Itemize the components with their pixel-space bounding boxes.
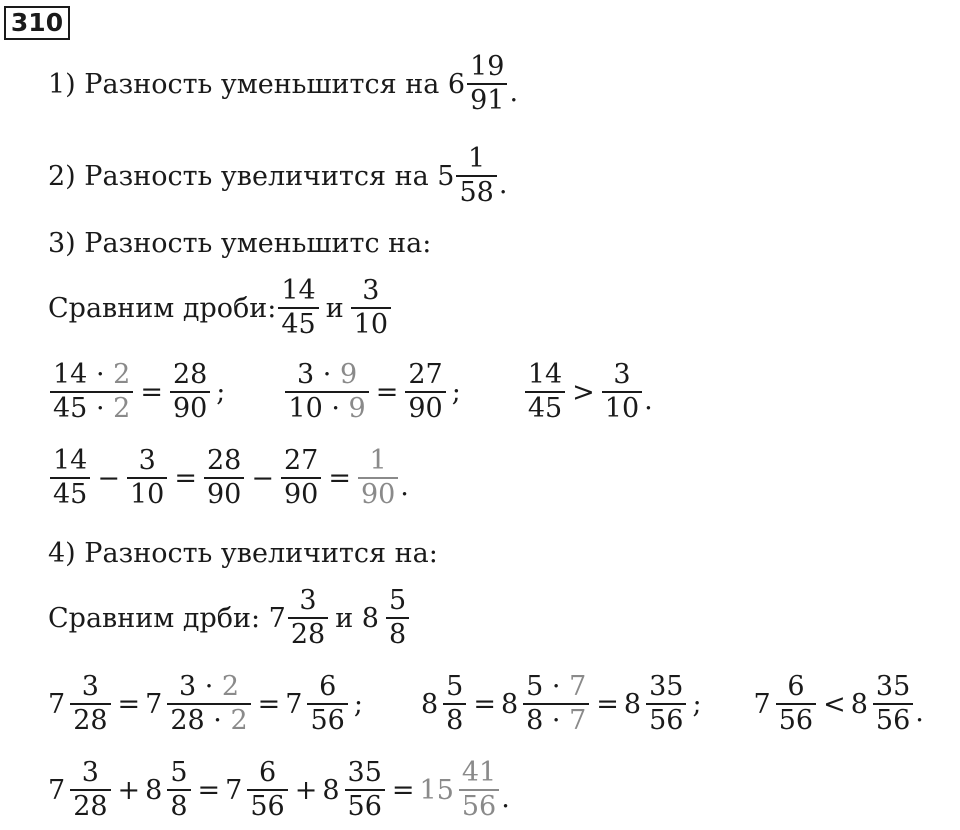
multiplier: 9 xyxy=(348,393,366,424)
fraction-5-8 xyxy=(386,586,409,650)
denominator: 28 xyxy=(70,703,110,736)
compare-fraction-b xyxy=(602,360,642,424)
calc-3 xyxy=(48,672,924,736)
numerator: 3 xyxy=(613,359,631,390)
fraction-28-90 xyxy=(204,446,244,510)
conjunction: и 8 xyxy=(335,602,379,634)
calc-4 xyxy=(48,758,510,822)
item-4 xyxy=(48,538,438,569)
equals-sign: = xyxy=(375,376,399,408)
fraction-5-8 xyxy=(443,672,466,736)
denominator: 56 xyxy=(307,703,347,736)
compare-2-label: Сравним дрби: 7 xyxy=(48,602,286,634)
fraction-3-28 xyxy=(70,672,110,736)
whole-part: 7 xyxy=(285,688,303,720)
denominator: 90 xyxy=(204,477,244,510)
equals-sign: = xyxy=(391,774,415,806)
fraction-6-56 xyxy=(307,672,347,736)
numerator: 28 xyxy=(172,359,208,390)
numerator: 6 xyxy=(787,671,805,702)
denominator: 45 xyxy=(50,477,90,510)
whole-part: 7 xyxy=(48,688,66,720)
numerator: 28 xyxy=(206,445,242,476)
item-2 xyxy=(48,144,507,208)
numerator: 1 xyxy=(369,445,387,476)
result-fraction xyxy=(459,758,499,822)
fraction-14-45 xyxy=(50,446,90,510)
item-2-text: 2) Разность увеличится на 5 xyxy=(48,160,455,192)
item-4-text: 4) Разность увеличится на: xyxy=(48,538,438,569)
factor: 3 · xyxy=(297,359,332,390)
item-3-text: 3) Разность уменьшитс на: xyxy=(48,228,432,259)
denominator: 56 xyxy=(776,703,816,736)
whole-part: 8 xyxy=(500,688,519,720)
numerator: 35 xyxy=(347,757,382,788)
equals-sign: = xyxy=(596,688,619,720)
fraction-14-45 xyxy=(278,276,318,340)
problem-number-badge: 310 xyxy=(4,6,70,40)
period: . xyxy=(501,783,510,814)
equals-sign: = xyxy=(174,462,197,494)
numerator: 6 xyxy=(258,757,277,788)
equals-sign: = xyxy=(140,376,163,408)
period: . xyxy=(498,169,508,200)
denominator: 56 xyxy=(459,789,499,822)
expanded-fraction-4 xyxy=(523,672,589,736)
numerator: 14 xyxy=(53,445,88,476)
result-whole-part: 15 xyxy=(419,774,454,806)
calc-1 xyxy=(48,360,653,424)
factor: 14 · xyxy=(53,359,105,390)
result-fraction-1 xyxy=(170,360,210,424)
period: . xyxy=(915,697,924,728)
denominator: 90 xyxy=(358,477,398,510)
numerator: 14 xyxy=(527,359,563,390)
period: . xyxy=(400,471,409,502)
factor: 8 · xyxy=(526,705,561,736)
item-1-fraction xyxy=(467,52,507,116)
denominator: 91 xyxy=(467,83,507,116)
denominator xyxy=(50,391,133,424)
denominator: 45 xyxy=(525,391,565,424)
denominator: 58 xyxy=(456,175,496,208)
whole-part: 7 xyxy=(145,688,163,720)
denominator: 8 xyxy=(443,703,466,736)
numerator: 5 xyxy=(170,757,188,788)
fraction-27-90 xyxy=(281,446,321,510)
fraction-35-56 xyxy=(646,672,686,736)
less-than-sign: < xyxy=(823,688,846,720)
numerator: 1 xyxy=(468,143,486,174)
numerator xyxy=(523,672,589,703)
semicolon: ; xyxy=(216,376,226,408)
factor: 45 · xyxy=(53,393,105,424)
equals-sign: = xyxy=(257,688,281,720)
numerator: 3 xyxy=(138,445,156,476)
fraction-35-56 xyxy=(345,758,385,822)
numerator: 5 xyxy=(388,585,407,616)
numerator: 3 xyxy=(299,585,317,616)
numerator: 27 xyxy=(408,359,443,390)
whole-part: 8 xyxy=(623,688,642,720)
denominator: 8 xyxy=(386,617,409,650)
whole-part: 8 xyxy=(322,774,340,806)
fraction-3-28 xyxy=(70,758,110,822)
numerator xyxy=(50,360,133,391)
semicolon: ; xyxy=(451,376,461,408)
item-2-fraction xyxy=(456,144,496,208)
numerator: 14 xyxy=(281,275,316,306)
plus-sign: + xyxy=(294,774,318,806)
numerator: 3 xyxy=(81,757,99,788)
factor: 28 · xyxy=(170,705,222,736)
factor: 10 · xyxy=(288,393,340,424)
whole-part: 7 xyxy=(225,774,243,806)
expanded-fraction-3 xyxy=(167,672,250,736)
compare-2 xyxy=(48,586,411,650)
factor: 5 · xyxy=(526,671,561,702)
numerator: 35 xyxy=(649,671,684,702)
denominator: 90 xyxy=(405,391,445,424)
multiplier: 2 xyxy=(113,359,131,390)
plus-sign: + xyxy=(117,774,141,806)
minus-sign: − xyxy=(251,462,274,494)
numerator xyxy=(176,672,242,703)
denominator: 10 xyxy=(127,477,167,510)
fraction-3-10 xyxy=(351,276,391,340)
denominator: 8 xyxy=(167,789,190,822)
item-1-text: 1) Разность уменьшится на 6 xyxy=(48,68,466,100)
multiplier: 2 xyxy=(230,705,248,736)
numerator: 27 xyxy=(283,445,319,476)
equals-sign: = xyxy=(197,774,221,806)
denominator: 56 xyxy=(345,789,385,822)
compare-1-label: Сравним дроби: xyxy=(48,292,277,324)
denominator: 28 xyxy=(288,617,328,650)
greater-than-sign: > xyxy=(572,376,595,408)
whole-part: 8 xyxy=(850,688,868,720)
result-fraction xyxy=(358,446,398,510)
denominator: 10 xyxy=(351,307,391,340)
numerator: 3 xyxy=(362,275,380,306)
whole-part: 8 xyxy=(420,688,439,720)
denominator: 56 xyxy=(247,789,287,822)
semicolon: ; xyxy=(353,688,363,720)
multiplier: 2 xyxy=(221,671,240,702)
compare-1 xyxy=(48,276,393,340)
denominator: 90 xyxy=(170,391,210,424)
fraction-35-56 xyxy=(873,672,913,736)
numerator: 41 xyxy=(461,757,497,788)
numerator xyxy=(294,360,360,391)
whole-part: 8 xyxy=(145,774,163,806)
expanded-fraction-2 xyxy=(285,360,368,424)
numerator: 3 xyxy=(81,671,99,702)
denominator xyxy=(167,703,250,736)
denominator: 90 xyxy=(281,477,321,510)
denominator: 56 xyxy=(873,703,913,736)
denominator xyxy=(285,391,368,424)
minus-sign: − xyxy=(97,462,120,494)
period: . xyxy=(509,77,519,108)
fraction-3-10 xyxy=(127,446,167,510)
compare-fraction-a xyxy=(525,360,565,424)
denominator: 28 xyxy=(70,789,110,822)
whole-part: 7 xyxy=(753,688,771,720)
numerator: 35 xyxy=(875,671,911,702)
numerator: 6 xyxy=(319,671,337,702)
equals-sign: = xyxy=(117,688,141,720)
multiplier: 9 xyxy=(339,359,358,390)
fraction-5-8 xyxy=(167,758,190,822)
denominator: 10 xyxy=(602,391,642,424)
fraction-6-56 xyxy=(776,672,816,736)
equals-sign: = xyxy=(328,462,351,494)
semicolon: ; xyxy=(692,688,702,720)
item-3 xyxy=(48,228,431,259)
expanded-fraction-1 xyxy=(50,360,133,424)
equals-sign: = xyxy=(473,688,496,720)
conjunction: и xyxy=(325,292,344,324)
denominator: 56 xyxy=(646,703,686,736)
factor: 3 · xyxy=(178,671,214,702)
result-fraction-2 xyxy=(405,360,445,424)
period: . xyxy=(644,385,653,416)
calc-2 xyxy=(48,446,409,510)
fraction-6-56 xyxy=(247,758,287,822)
item-1 xyxy=(48,52,518,116)
multiplier: 2 xyxy=(113,393,131,424)
whole-part: 7 xyxy=(48,774,66,806)
denominator xyxy=(523,703,589,736)
multiplier: 7 xyxy=(569,671,587,702)
numerator: 5 xyxy=(446,671,464,702)
denominator: 45 xyxy=(278,307,318,340)
fraction-3-28 xyxy=(288,586,328,650)
numerator: 19 xyxy=(470,51,505,82)
multiplier: 7 xyxy=(569,705,587,736)
